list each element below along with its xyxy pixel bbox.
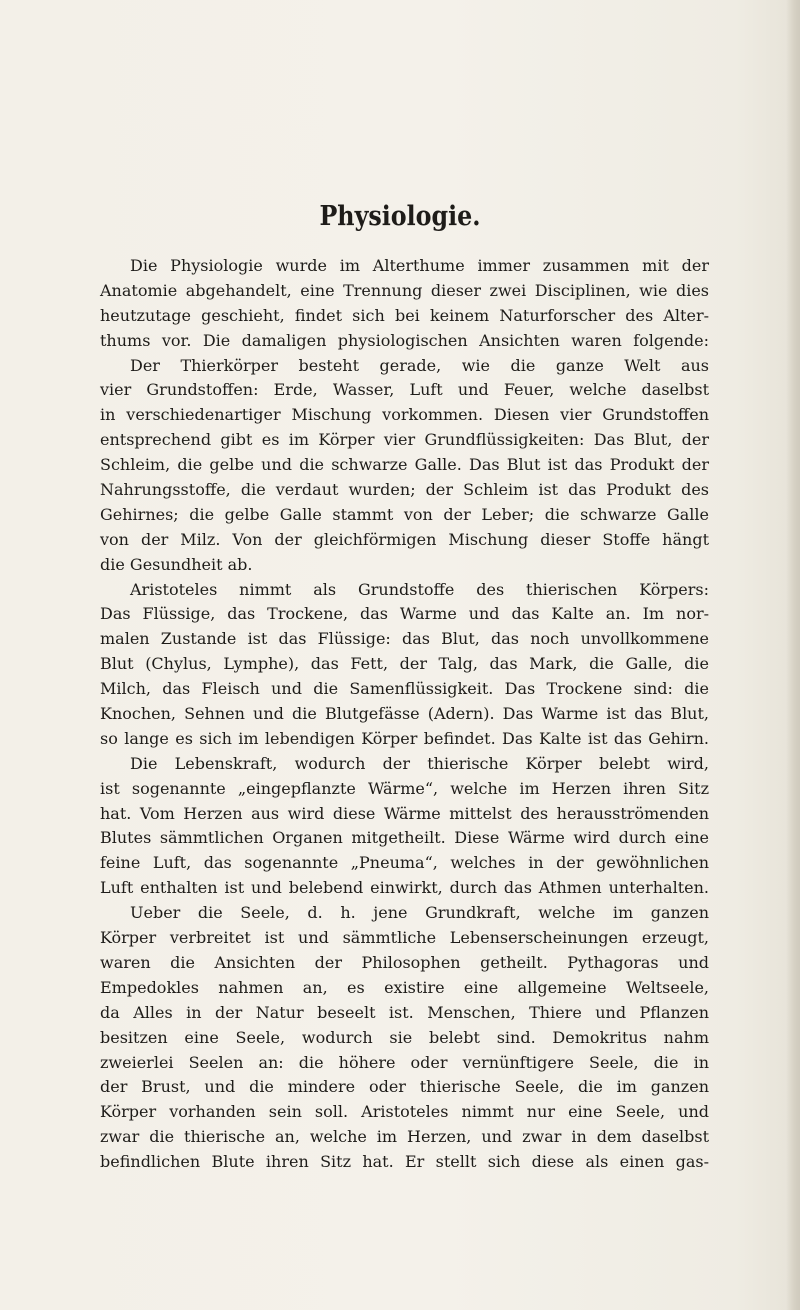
text-line: die Gesundheit ab. (100, 554, 253, 574)
text-line: Empedokles nahmen an, es existire eine allgemeine Weltseele, (100, 977, 709, 997)
text-line: waren die Ansichten der Philosophen getheilt. Pythagoras und (100, 952, 709, 972)
page-edge-shadow (786, 0, 800, 1310)
text-line: Körper verbreitet ist und sämmtliche Lebenserscheinungen erzeugt, (100, 928, 709, 948)
text-line: Die Physiologie wurde im Alterthume immer zusammen mit der (130, 256, 709, 275)
text-line: Nahrungsstoffe, die verdaut wurden; der Schleim ist das Produkt des (100, 480, 709, 500)
text-line: heutzutage geschieht, findet sich bei keinem Naturforscher des Alter- (100, 305, 709, 325)
text-line: da Alles in der Natur beseelt ist. Menschen, Thiere und Pflanzen (100, 1002, 709, 1022)
text-line: hat. Vom Herzen aus wird diese Wärme mittelst des herausströmenden (100, 803, 709, 823)
text-line: ist sogenannte „eingepflanzte Wärme“, welche im Herzen ihren Sitz (100, 778, 709, 798)
text-line: Die Lebenskraft, wodurch der thierische Körper belebt wird, (130, 753, 709, 773)
text-line: Blutes sämmtlichen Organen mitgetheilt. Diese Wärme wird durch eine (100, 828, 709, 848)
text-line: Körper vorhanden sein soll. Aristoteles nimmt nur eine Seele, und (100, 1102, 709, 1122)
text-line: Aristoteles nimmt als Grundstoffe des thierischen Körpers: (130, 579, 709, 599)
text-line: so lange es sich im lebendigen Körper befindet. Das Kalte ist das Gehirn. (100, 728, 709, 748)
text-line: der Brust, und die mindere oder thierische Seele, die im ganzen (100, 1077, 709, 1097)
text-line: feine Luft, das sogenannte „Pneuma“, welches in der gewöhnlichen (100, 853, 709, 873)
text-line: Knochen, Sehnen und die Blutgefässe (Adern). Das Warme ist das Blut, (100, 704, 709, 724)
text-line: Luft enthalten ist und belebend einwirkt, durch das Athmen unterhalten. (100, 878, 709, 898)
body-text (100, 254, 709, 1175)
text-line: malen Zustande ist das Flüssige: das Blut, das noch unvollkommene (100, 629, 709, 649)
text-line: thums vor. Die damaligen physiologischen Ansichten waren folgende: (100, 330, 709, 350)
text-line: Gehirnes; die gelbe Galle stammt von der Leber; die schwarze Galle (100, 504, 709, 524)
text-line: zwar die thierische an, welche im Herzen, und zwar in dem daselbst (100, 1127, 709, 1147)
text-line: Anatomie abgehandelt, eine Trennung dieser zwei Disciplinen, wie dies (100, 280, 709, 300)
text-line: zweierlei Seelen an: die höhere oder vernünftigere Seele, die in (100, 1052, 709, 1072)
text-line: von der Milz. Von der gleichförmigen Mischung dieser Stoffe hängt (100, 529, 709, 549)
page-heading: Physiologie. (319, 201, 481, 232)
text-line: Blut (Chylus, Lymphe), das Fett, der Talg, das Mark, die Galle, die (100, 654, 709, 674)
text-line: Das Flüssige, das Trockene, das Warme und das Kalte an. Im nor- (100, 604, 709, 624)
text-line: in verschiedenartiger Mischung vorkommen. Diesen vier Grundstoffen (100, 405, 709, 425)
text-line: vier Grundstoffen: Erde, Wasser, Luft und Feuer, welche daselbst (100, 380, 709, 400)
text-line: entsprechend gibt es im Körper vier Grundflüssigkeiten: Das Blut, der (100, 430, 709, 450)
text-line: Ueber die Seele, d. h. jene Grundkraft, welche im ganzen (130, 903, 709, 923)
text-line: besitzen eine Seele, wodurch sie belebt sind. Demokritus nahm (100, 1027, 709, 1047)
text-line: Schleim, die gelbe und die schwarze Galle. Das Blut ist das Produkt der (100, 455, 709, 475)
text-line: Milch, das Fleisch und die Samenflüssigkeit. Das Trockene sind: die (100, 679, 709, 699)
text-line: befindlichen Blute ihren Sitz hat. Er stellt sich diese als einen gas- (100, 1152, 709, 1172)
text-line: Der Thierkörper besteht gerade, wie die ganze Welt aus (130, 355, 709, 375)
